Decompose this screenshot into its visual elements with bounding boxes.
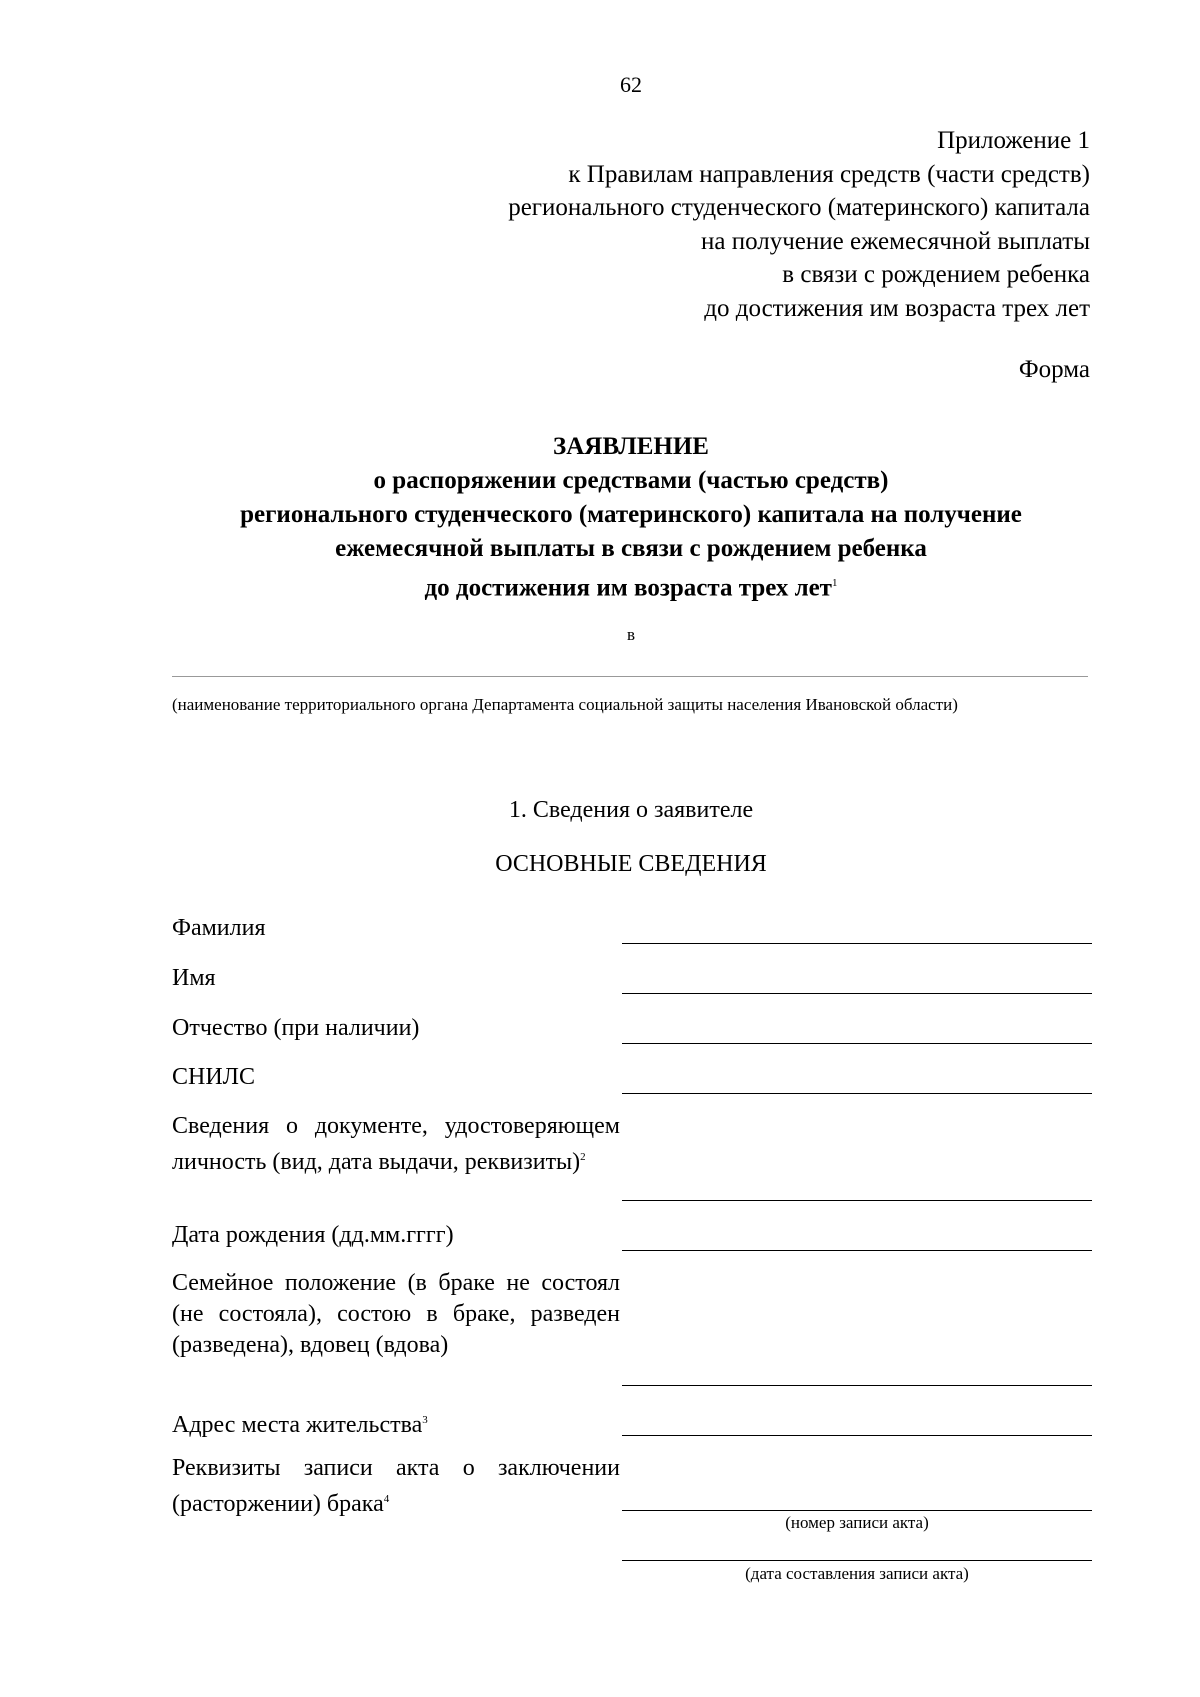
patronymic-label: Отчество (при наличии) — [172, 1015, 420, 1041]
recipient-line[interactable] — [172, 676, 1088, 677]
snils-field[interactable] — [622, 1093, 1092, 1094]
page-number: 62 — [620, 72, 642, 97]
marriage-record-label — [172, 1453, 620, 1520]
section-title: 1. Сведения о заявителе — [508, 797, 754, 823]
appendix-line: Приложение 1 — [937, 127, 1090, 154]
address-label — [172, 1405, 620, 1441]
name-label: Имя — [172, 965, 216, 991]
marriage-record-label-main: Реквизиты записи акта — [172, 1455, 440, 1481]
id-document-label — [172, 1111, 620, 1178]
family-status-label — [172, 1268, 620, 1361]
marriage-record-label-detail: о заключении (расторжении) брака — [172, 1455, 620, 1517]
footnote-marker: 4 — [383, 1493, 390, 1505]
title-line-last — [0, 566, 1200, 605]
family-status-label-options: (в браке не состоял (не состояла), состою в браке, разведен (разведена), вдовец (вдова) — [172, 1270, 621, 1358]
title-line: регионального студенческого (материнского) капитала на получение — [240, 501, 1022, 528]
address-label-text: Адрес места жительства — [172, 1412, 423, 1438]
snils-label: СНИЛС — [172, 1064, 255, 1090]
surname-label: Фамилия — [172, 915, 266, 941]
recipient-prefix: в — [626, 625, 636, 644]
footnote-marker: 3 — [422, 1414, 428, 1426]
family-status-field[interactable] — [622, 1385, 1092, 1386]
title-heading: ЗАЯВЛЕНИЕ — [553, 433, 709, 460]
name-field[interactable] — [622, 993, 1092, 994]
appendix-line: в связи с рождением ребенка — [782, 261, 1090, 288]
subsection-title: ОСНОВНЫЕ СВЕДЕНИЯ — [495, 851, 767, 877]
birth-date-label: Дата рождения (дд.мм.гггг) — [172, 1222, 454, 1248]
recipient-caption: (наименование территориального органа Департамента социальной защиты населения Ивановской области) — [172, 695, 958, 714]
title-line: о распоряжении средствами (частью средств) — [373, 467, 889, 494]
record-date-field[interactable] — [622, 1560, 1092, 1561]
appendix-header — [508, 124, 1090, 325]
birth-date-field[interactable] — [622, 1250, 1092, 1251]
family-status-label-main: Семейное положение — [172, 1270, 397, 1296]
appendix-line: к Правилам направления средств (части средств) — [568, 160, 1090, 188]
id-document-label-details: (вид, дата выдачи, реквизиты) — [272, 1149, 581, 1175]
patronymic-field[interactable] — [622, 1043, 1092, 1044]
id-document-label-main: Сведения о документе, удостоверяющем личность — [172, 1113, 620, 1175]
footnote-marker: 1 — [831, 577, 838, 589]
appendix-line: регионального студенческого (материнского) капитала — [508, 194, 1090, 221]
surname-field[interactable] — [622, 943, 1092, 944]
id-document-field[interactable] — [622, 1200, 1092, 1201]
record-number-field[interactable] — [622, 1510, 1092, 1511]
form-label: Форма — [1018, 356, 1090, 383]
appendix-line: до достижения им возраста трех лет — [704, 294, 1090, 322]
record-number-caption: (номер записи акта) — [785, 1513, 929, 1532]
record-date-caption: (дата составления записи акта) — [745, 1564, 969, 1583]
footnote-marker: 2 — [580, 1151, 586, 1163]
title-line: ежемесячной выплаты в связи с рождением ребенка — [335, 535, 927, 562]
document-title — [0, 430, 1200, 605]
address-field[interactable] — [622, 1435, 1092, 1436]
appendix-line: на получение ежемесячной выплаты — [700, 227, 1090, 255]
title-line: до достижения им возраста трех лет — [424, 574, 832, 602]
